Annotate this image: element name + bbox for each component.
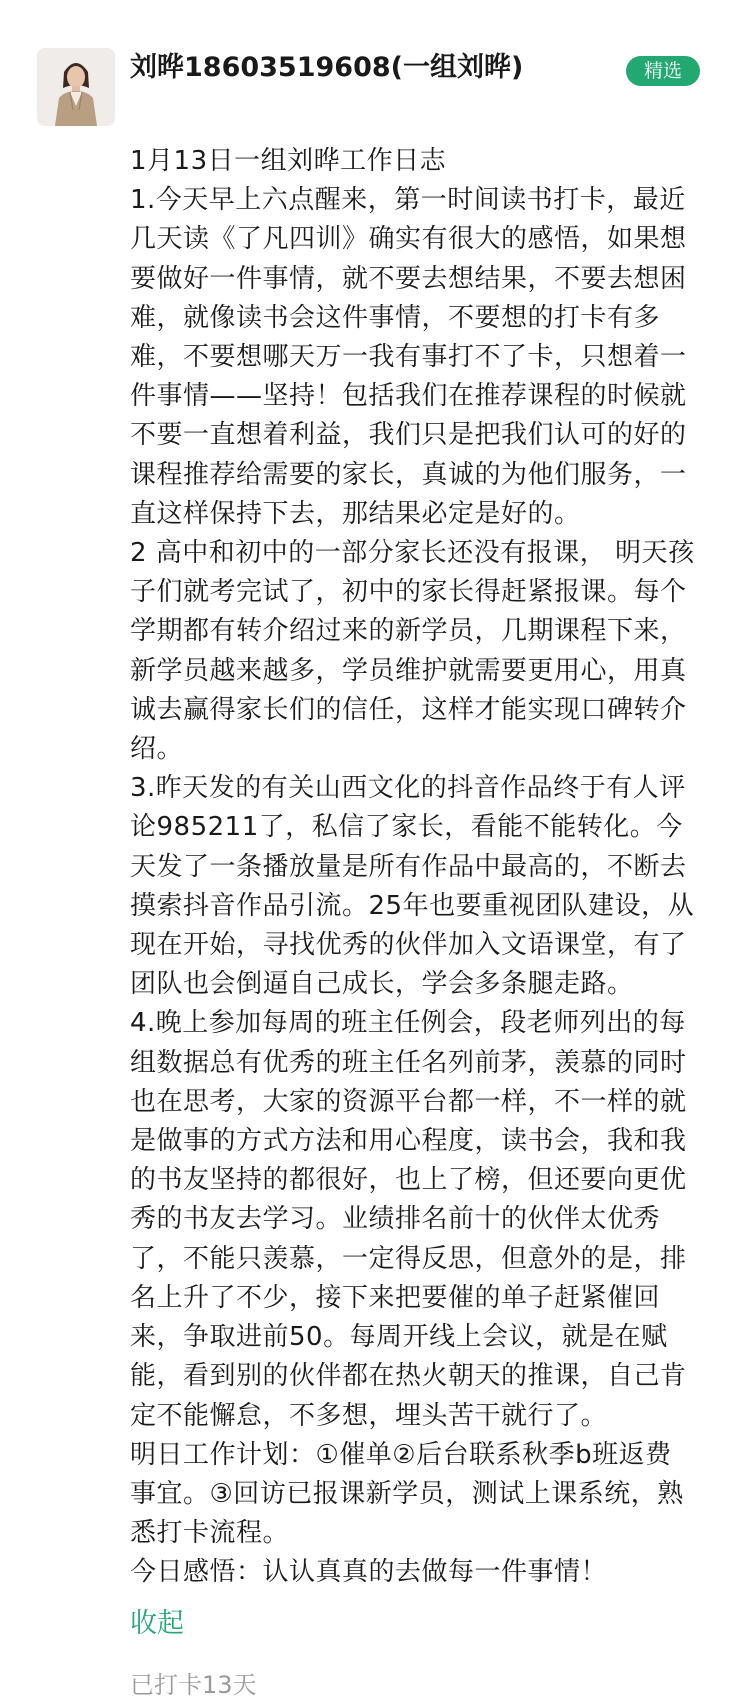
featured-badge: 精选 xyxy=(626,56,700,86)
checkin-status: 已打卡13天 xyxy=(130,1671,257,1699)
user-avatar-photo-icon xyxy=(37,48,115,126)
work-plan: 明日工作计划：①催单②后台联系秋季b班返费事宜。③回访已报课新学员，测试上课系统，熟悉打卡流程。 xyxy=(130,1439,684,1549)
post-header xyxy=(0,0,730,140)
author-name[interactable]: 刘晔18603519608(一组刘晔) xyxy=(130,52,524,83)
collapse-link[interactable]: 收起 xyxy=(130,1608,184,1639)
avatar[interactable] xyxy=(37,48,115,126)
journal-content xyxy=(130,142,698,1593)
journal-title: 1月13日一组刘晔工作日志 xyxy=(130,146,447,176)
journal-paragraph: 1.今天早上六点醒来，第一时间读书打卡，最近几天读《了凡四训》确实有很大的感悟，如果想要做好一件事情，就不要去想结果，不要去想困难，就像读书会这件事情，不要想的打卡有多难，不要想哪天万一我有事打不了卡，只想着一件事情——坚持！包括我们在推荐课程的时候就不要一直想着利益，我们只是把我们认可的好的课程推荐给需要的家长，真诚的为他们服务，一直这样保持下去，那结果必定是好的。 xyxy=(130,185,687,529)
journal-paragraph: 3.昨天发的有关山西文化的抖音作品终于有人评论985211了，私信了家长，看能不能转化。今天发了一条播放量是所有作品中最高的，不断去摸索抖音作品引流。25年也要重视团队建设，从现在开始，寻找优秀的伙伴加入文语课堂，有了团队也会倒逼自己成长，学会多条腿走路。 xyxy=(130,773,695,1000)
daily-reflection: 今日感悟：认认真真的去做每一件事情！ xyxy=(130,1557,608,1588)
journal-paragraph: 2 高中和初中的一部分家长还没有报课， 明天孩子们就考完试了，初中的家长得赶紧报课。每个学期都有转介绍过来的新学员，几期课程下来，新学员越来越多，学员维护就需要更用心，用真诚去赢得家长们的信任，这样才能实现口碑转介绍。 xyxy=(130,538,695,765)
journal-paragraph: 4.晚上参加每周的班主任例会，段老师列出的每组数据总有优秀的班主任名列前茅，羡慕的同时也在思考，大家的资源平台都一样，不一样的就是做事的方式方法和用心程度，读书会，我和我的书友坚持的都很好，也上了榜，但还要向更优秀的书友去学习。业绩排名前十的伙伴太优秀了，不能只羡慕，一定得反思，但意外的是，排名上升了不少，接下来把要催的单子赶紧催回来，争取进前50。每周开线上会议，就是在赋能，看到别的伙伴都在热火朝天的推课，自己肯定不能懈怠，不多想，埋头苦干就行了。 xyxy=(130,1008,687,1431)
